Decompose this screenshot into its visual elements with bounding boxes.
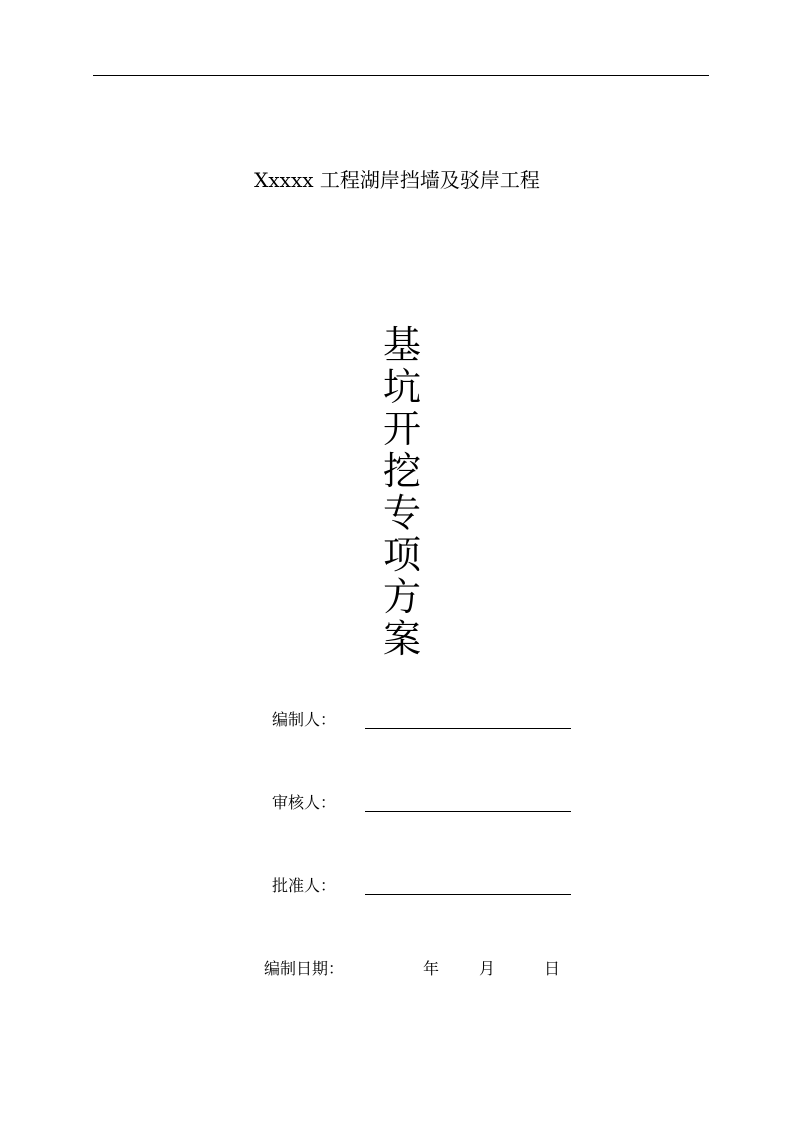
title-char: 案 <box>382 617 421 661</box>
title-char: 挖 <box>382 449 421 493</box>
approver-signature-line[interactable] <box>365 894 571 895</box>
title-char: 方 <box>382 575 421 619</box>
project-title: Xxxxx 工程湖岸挡墙及驳岸工程 <box>254 168 540 192</box>
compiler-label: 编制人： <box>272 710 337 729</box>
header-rule <box>93 75 709 76</box>
title-char: 专 <box>382 491 421 535</box>
date-day: 日 <box>544 959 561 978</box>
title-char: 坑 <box>382 365 421 409</box>
compiler-signature-line[interactable] <box>365 728 571 729</box>
title-char: 基 <box>382 323 421 367</box>
reviewer-signature-line[interactable] <box>365 811 571 812</box>
reviewer-label: 审核人： <box>272 793 337 812</box>
date-month: 月 <box>479 959 496 978</box>
approver-label: 批准人： <box>272 876 337 895</box>
title-char: 项 <box>382 533 421 577</box>
title-char: 开 <box>382 407 421 451</box>
date-year: 年 <box>423 959 440 978</box>
date-label: 编制日期： <box>264 959 345 978</box>
document-title <box>377 324 427 660</box>
